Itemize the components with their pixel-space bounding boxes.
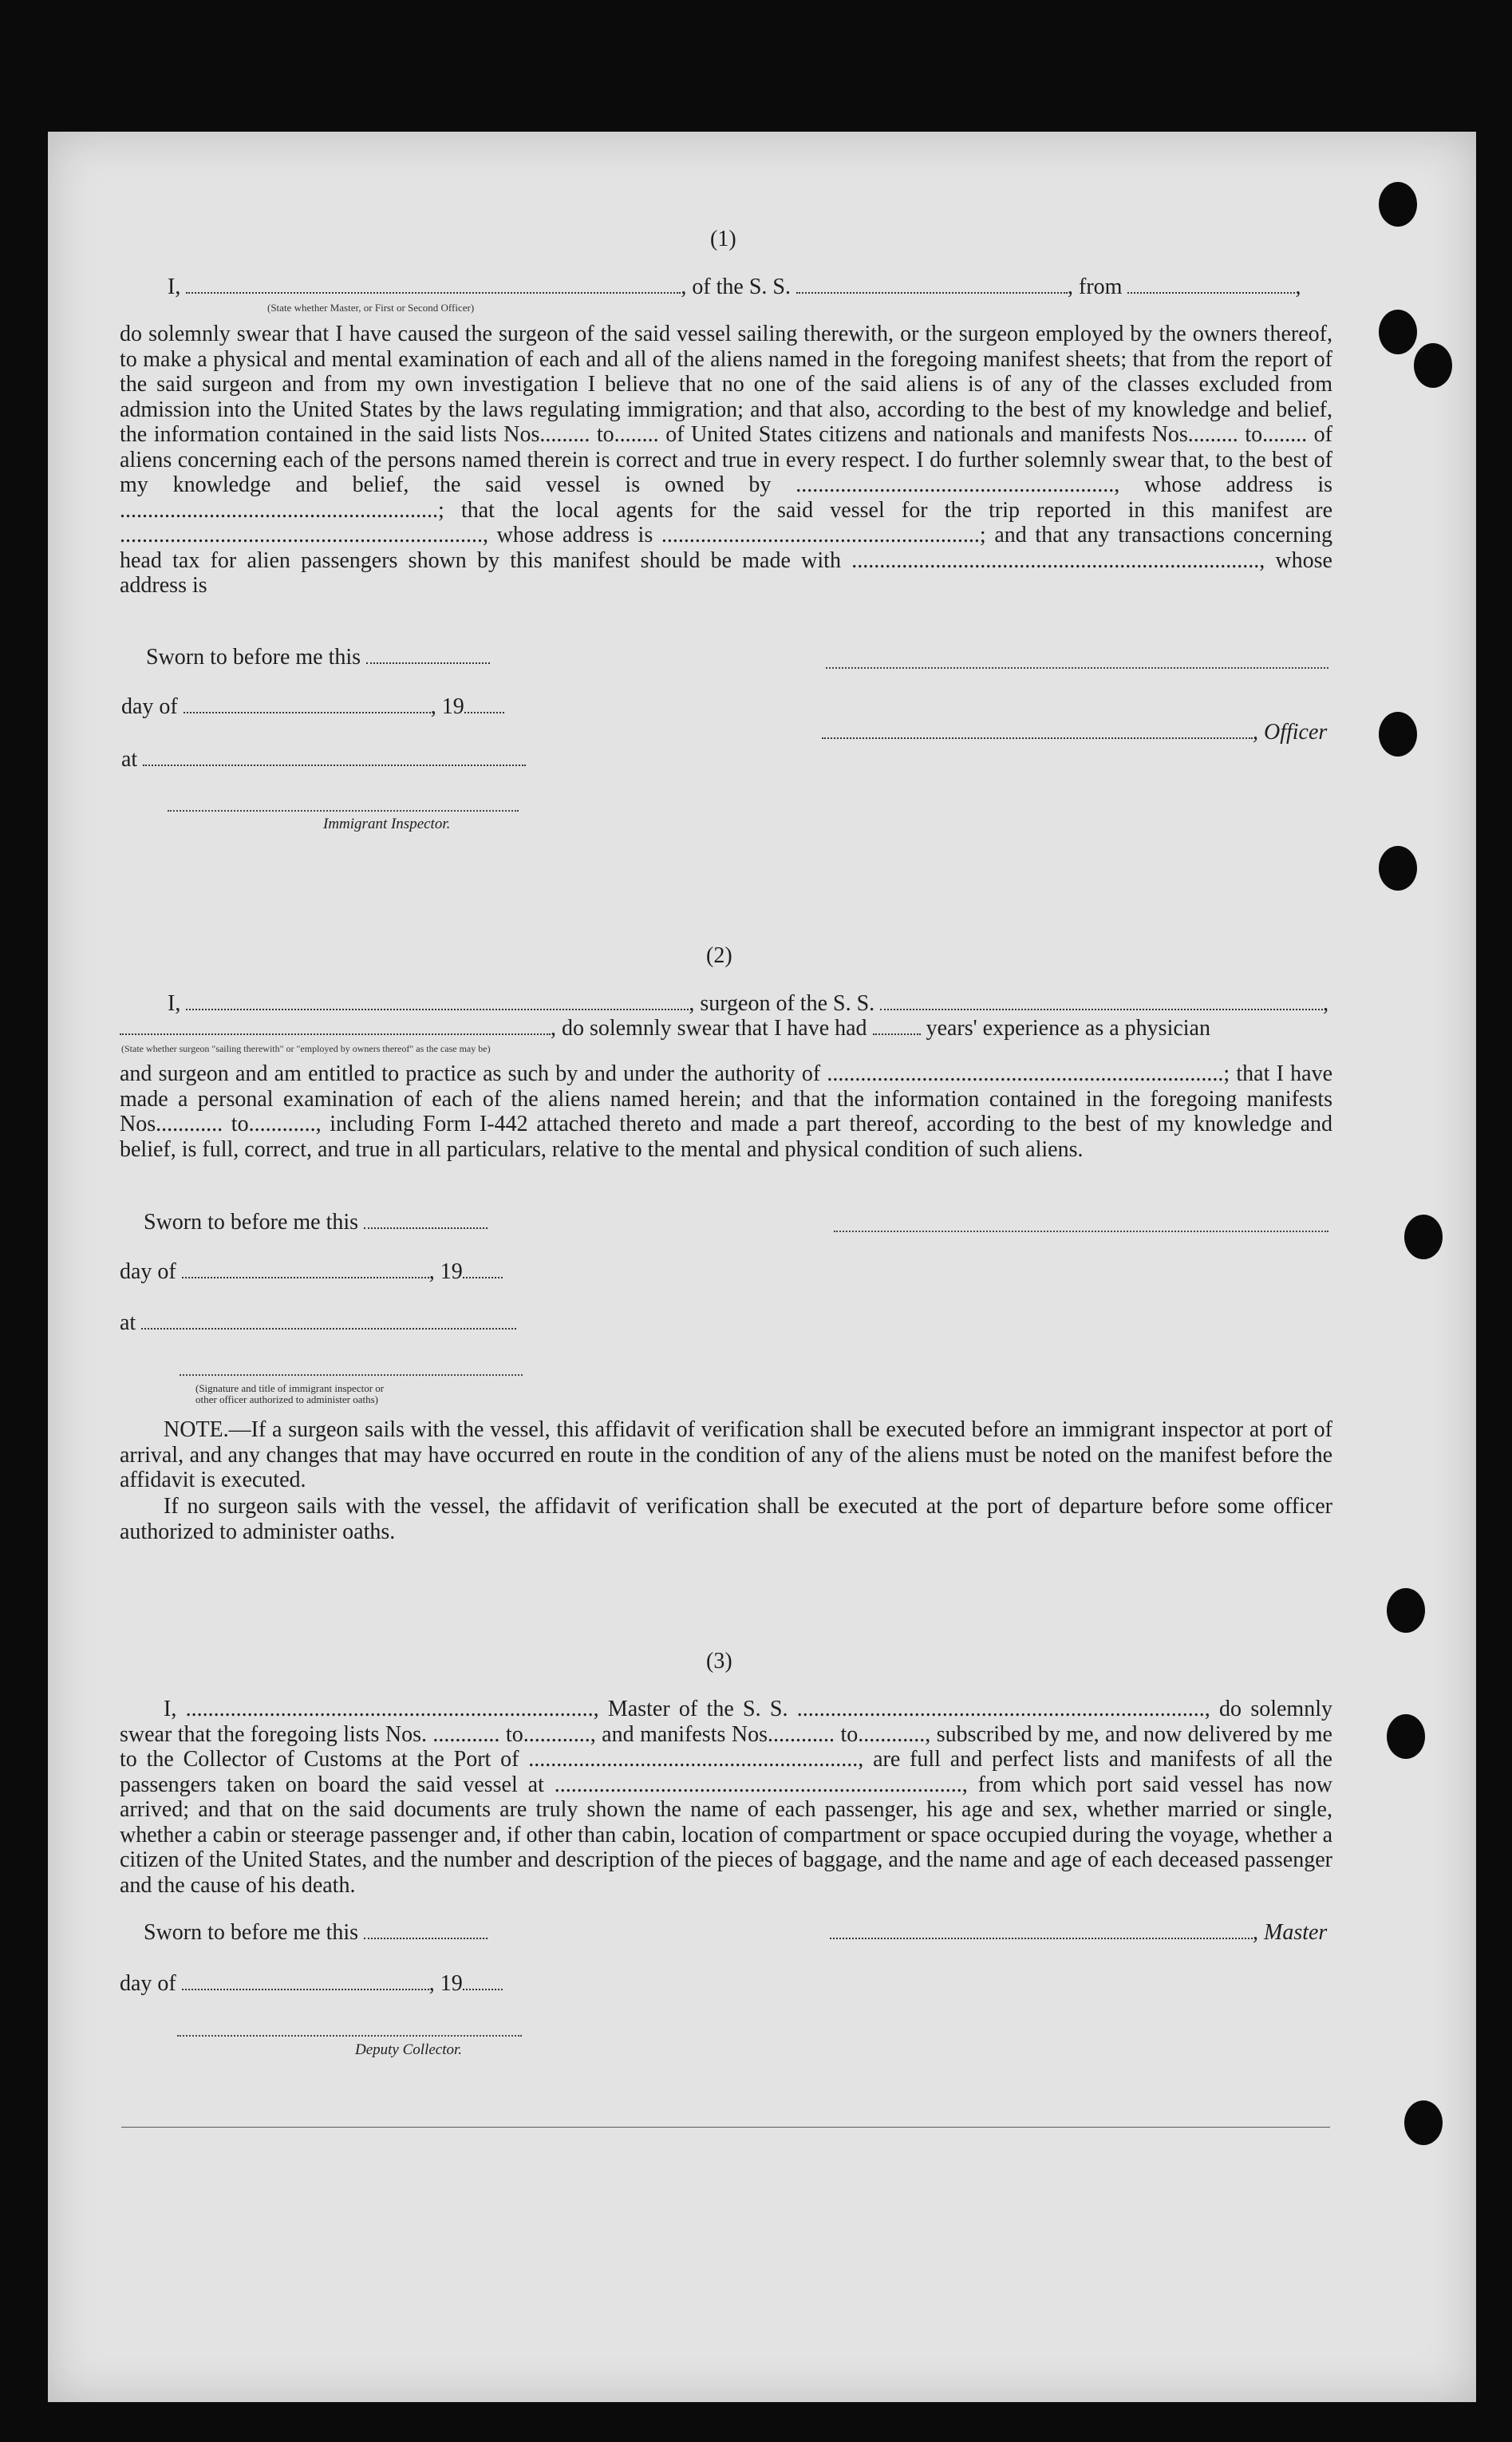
section-2-signature-note-1: (Signature and title of immigrant inspector or: [195, 1382, 385, 1394]
section-2-paragraph: and surgeon and am entitled to practice as such by and under the authority of .......................................................................; that I have made a personal examination of each of the aliens named herein; and that the information contained in the foregoing manifests Nos............ to............, including Form I-442 attached thereto and made a part thereof, according to the best of my knowledge and belief, is full, correct, and true in all particulars, relative to the mental and physical condition of such aliens.: [120, 1061, 1332, 1162]
section-1-day-of: day of , 19: [121, 694, 504, 720]
punch-hole: [1414, 343, 1452, 388]
section-2-note-2: If no surgeon sails with the vessel, the affidavit of verification shall be executed at the port of departure before some officer authorized to administer oaths.: [120, 1494, 1332, 1544]
section-1-officer: , Officer: [822, 720, 1327, 745]
section-1-inspector-label: Immigrant Inspector.: [323, 816, 451, 832]
section-2-inspector-line: [180, 1374, 523, 1376]
section-3-sworn: Sworn to before me this: [144, 1920, 488, 1946]
section-1-signature-line: [826, 667, 1328, 669]
punch-hole: [1404, 2100, 1443, 2145]
section-2-surgeon-note: (State whether surgeon "sailing therewith" or "employed by owners thereof" as the case may be): [121, 1043, 491, 1054]
section-3-day-of: day of , 19: [120, 1971, 503, 1997]
punch-hole: [1379, 310, 1417, 354]
section-2-sworn: Sworn to before me this: [144, 1210, 488, 1235]
section-2-at: at: [120, 1310, 516, 1336]
section-2-line-2: , do solemnly swear that I have had years' experience as a physician: [120, 1016, 1210, 1041]
section-1-at: at: [121, 747, 526, 773]
section-3-master: , Master: [830, 1920, 1327, 1946]
section-2-line-1: I, , surgeon of the S. S. ,: [168, 991, 1329, 1016]
section-3-deputy-line: [177, 2035, 522, 2037]
section-3-paragraph: I, ........................................................................., Master of the S. S. ........................................................................., do solemnly swear that the foregoing lists Nos. ............ to............, and manifests Nos............ to............, subscribed by me, and now delivered by me to the Collector of Customs at the Port of ..........................................................., are full and perfect lists and manifests of all the passengers taken on board the said vessel at ........................................................................., from which port said vessel has now arrived; and that on the said documents are truly shown the name of each passenger, his age and sex, whether married or single, whether a cabin or steerage passenger and, if other than cabin, location of compartment or space occupied during the voyage, whether a citizen of the United States, and the number and description of the pieces of baggage, and the name and age of each deceased passenger and the cause of his death.: [120, 1697, 1332, 1898]
section-3-number: (3): [706, 1649, 732, 1673]
punch-hole: [1379, 846, 1417, 891]
section-1-inspector-line: [168, 810, 519, 812]
section-2-note: NOTE.—If a surgeon sails with the vessel, this affidavit of verification shall be executed before an immigrant inspector at port of arrival, and any changes that may have occurred en route in the condition of any of the aliens must be noted on the manifest before the affidavit is executed.: [120, 1417, 1332, 1492]
punch-hole: [1404, 1215, 1443, 1259]
section-2-number: (2): [706, 943, 732, 968]
punch-hole: [1387, 1714, 1425, 1759]
section-1-sworn: Sworn to before me this: [146, 645, 490, 670]
section-1-line-1: I, , of the S. S. , from ,: [168, 275, 1301, 299]
section-1-officer-note: (State whether Master, or First or Second Officer): [267, 302, 475, 314]
section-2-day-of: day of , 19: [120, 1259, 503, 1285]
note-label: NOTE.: [164, 1417, 229, 1442]
punch-hole: [1387, 1588, 1425, 1633]
section-2-signature-note-2: other officer authorized to administer oaths): [195, 1393, 378, 1405]
section-2-signature-line: [834, 1231, 1328, 1232]
bottom-divider: [121, 2127, 1330, 2128]
section-1-paragraph: do solemnly swear that I have caused the surgeon of the said vessel sailing therewith, or the surgeon employed by the owners thereof, to make a physical and mental examination of each and all of the aliens named in the foregoing manifest sheets; that from the report of the said surgeon and from my own investigation I believe that no one of the said aliens is of any of the classes excluded from admission into the United States by the laws regulating immigration; and that also, according to the best of my knowledge and belief, the information contained in the said lists Nos......... to........ of United States citizens and nationals and manifests Nos......... to........ of aliens concerning each of the persons named therein is correct and true in every respect. I do further solemnly swear that, to the best of my knowledge and belief, the said vessel is owned by ........................................................., whose address is .........................................................; that the local agents for the said vessel for the trip reported in this manifest are ................................................................., whose address is .........................................................; and that any transactions concerning head tax for alien passengers shown by this manifest should be made with ........................................................................., whose address is: [120, 322, 1332, 598]
punch-hole: [1379, 182, 1417, 227]
punch-hole: [1379, 712, 1417, 757]
section-3-deputy-label: Deputy Collector.: [355, 2041, 463, 2058]
section-1-number: (1): [710, 227, 736, 251]
